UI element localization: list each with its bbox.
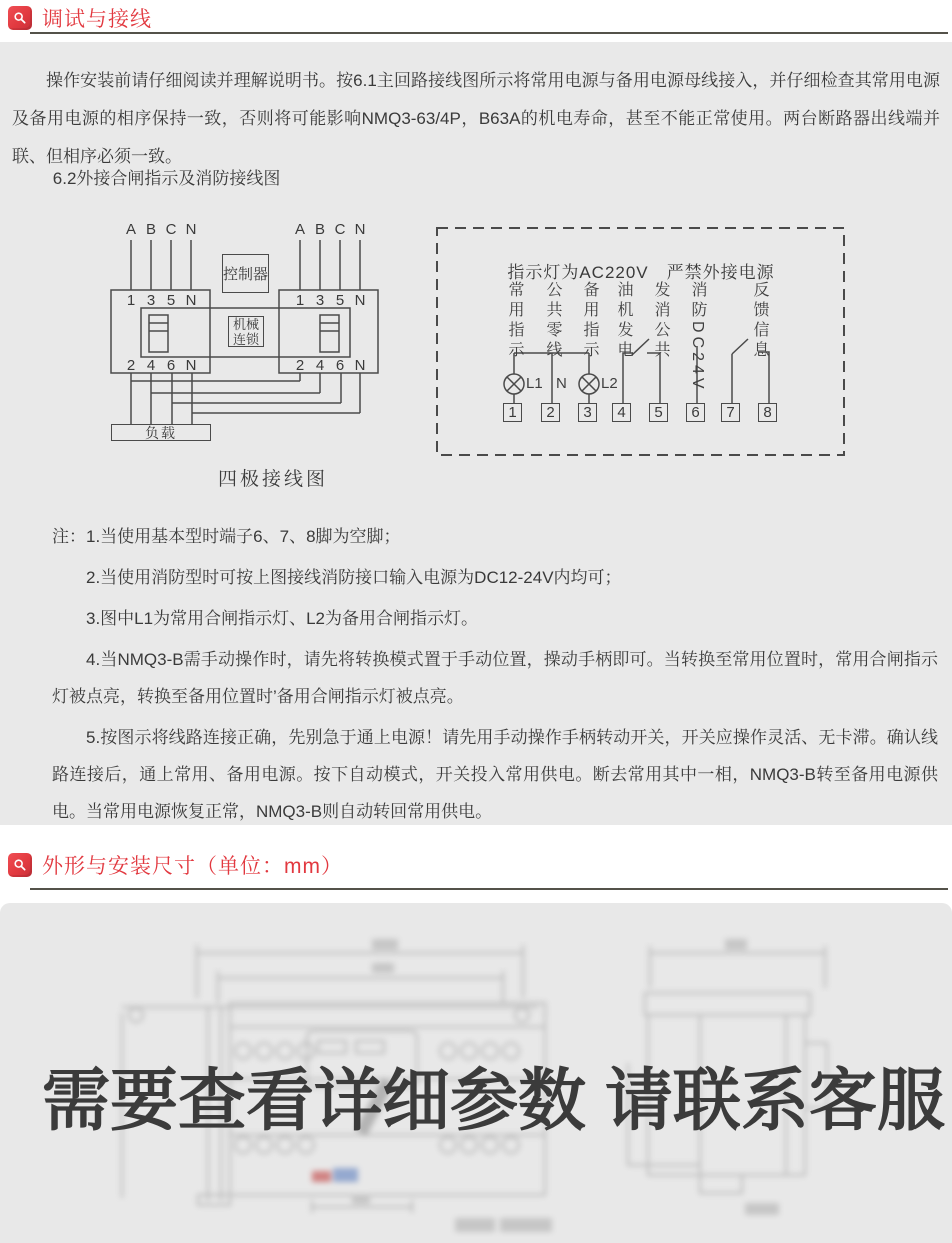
intro-paragraph: 操作安装前请仔细阅读并理解说明书。按6.1主回路接线图所示将常用电源与备用电源母线接入，并仔细检查其常用电源及备用电源的相序保持一致，否则将可能影响NMQ3-63/4P，B63A的机电寿命，甚至不能正常使用。两台断路器出线端并联、但相序必须一致。 bbox=[12, 71, 940, 166]
note-1: 注：1.当使用基本型时端子6、7、8脚为空脚； bbox=[52, 527, 401, 546]
terminal-3: 3 bbox=[578, 403, 597, 422]
neutral-label: N bbox=[556, 375, 567, 392]
terminal-7: 7 bbox=[721, 403, 740, 422]
terminal-4: 4 bbox=[612, 403, 631, 422]
column-label-reserve-indicator: 备用指示 bbox=[581, 281, 598, 361]
section1-header bbox=[8, 3, 152, 33]
notes-list bbox=[52, 518, 938, 825]
terminal-5: 5 bbox=[649, 403, 668, 422]
section1-title: 调试与接线 bbox=[42, 8, 152, 31]
column-label-fire-dc24v: 消防DC24V bbox=[689, 281, 706, 393]
column-label-feedback: 反馈信息 bbox=[751, 281, 768, 361]
column-label-common-neutral: 公共零线 bbox=[544, 281, 561, 361]
section1-divider bbox=[30, 32, 948, 34]
magnifier-icon bbox=[8, 6, 32, 30]
terminal-8: 8 bbox=[758, 403, 777, 422]
breaker2-top-terminals: 1 3 5 N bbox=[295, 292, 366, 309]
note-5: 5.按图示将线路连接正确，先别急于通上电源！请先用手动操作手柄转动开关，开关应操作灵活、无卡滞。确认线路连接后，通上常用、备用电源。按下自动模式，开关投入常用供电。断去常用其中一相，NMQ3-B转至备用电源供电。当常用电源恢复正常，NMQ3-B则自动转回常用供电。 bbox=[52, 728, 938, 821]
terminal-1: 1 bbox=[503, 403, 522, 422]
indicator-warning-text: 指示灯为AC220V 严禁外接电源 bbox=[507, 263, 775, 282]
terminal-2: 2 bbox=[541, 403, 560, 422]
magnifier-icon bbox=[8, 853, 32, 877]
column-label-gen-common: 发消公共 bbox=[652, 281, 669, 361]
controller-box: 控制器 bbox=[222, 254, 269, 293]
intro-text bbox=[12, 62, 940, 198]
terminal-6: 6 bbox=[686, 403, 705, 422]
mechanical-interlock-box: 机械 连锁 bbox=[228, 316, 264, 347]
lamp-l2-label: L2 bbox=[601, 375, 618, 392]
subsection-6-2-title: 6.2外接合闸指示及消防接线图 bbox=[52, 169, 281, 188]
phase-labels-source2: A B C N bbox=[294, 221, 366, 238]
note-2: 2.当使用消防型时可按上图接线消防接口输入电源为DC12-24V内均可； bbox=[86, 568, 622, 587]
load-box: 负载 bbox=[111, 424, 211, 441]
column-label-normal-indicator: 常用指示 bbox=[506, 281, 523, 361]
section2-title: 外形与安装尺寸（单位：mm） bbox=[42, 855, 343, 878]
breaker1-bottom-terminals: 2 4 6 N bbox=[126, 357, 197, 374]
section2-divider bbox=[30, 888, 948, 890]
wiring-section-panel bbox=[0, 42, 952, 825]
contact-service-watermark: 需要查看详细参数 请联系客服 bbox=[42, 1063, 945, 1139]
diagram-caption: 四极接线图 bbox=[218, 469, 329, 490]
section2-header bbox=[8, 850, 343, 880]
breaker1-top-terminals: 1 3 5 N bbox=[126, 292, 197, 309]
column-label-generator-start: 油机发电 bbox=[615, 281, 632, 361]
note-4: 4.当NMQ3-B需手动操作时，请先将转换模式置于手动位置，操动手柄即可。当转换至常用位置时，常用合闸指示灯被点亮，转换至备用位置时’备用合闸指示灯被点亮。 bbox=[52, 650, 938, 706]
wiring-diagram bbox=[0, 215, 952, 515]
phase-labels-source1: A B C N bbox=[125, 221, 197, 238]
dimensions-section-panel bbox=[0, 903, 952, 1243]
lamp-l1-label: L1 bbox=[526, 375, 543, 392]
breaker2-bottom-terminals: 2 4 6 N bbox=[295, 357, 366, 374]
note-3: 3.图中L1为常用合闸指示灯、L2为备用合闸指示灯。 bbox=[86, 609, 478, 628]
